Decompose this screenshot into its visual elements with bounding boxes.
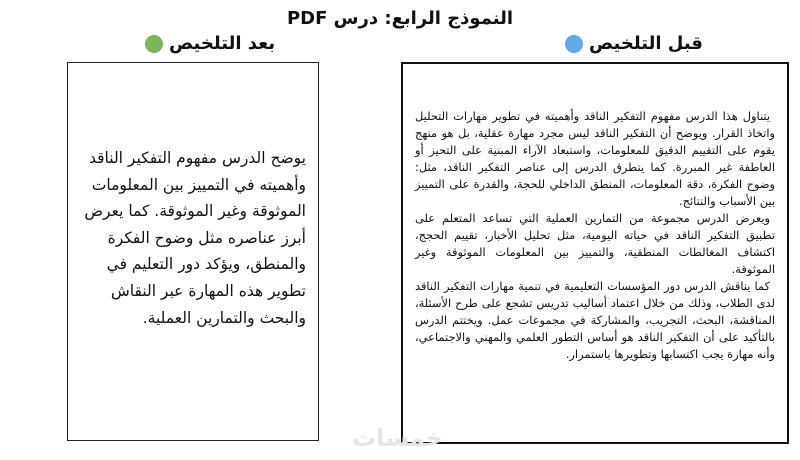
before-heading-label: قبل التلخيص (589, 33, 703, 54)
page-title: النموذج الرابع: درس PDF (286, 8, 514, 29)
summary-paragraph: يوضح الدرس مفهوم التفكير الناقد وأهميته في التمييز بين المعلومات الموثوقة وغير الموثوقة. كما يعرض أبرز عناصره مثل وضوح الفكرة والمنطق، ويؤكد دور التعليم في تطوير هذه المهارة عبر النقاش والبحث والتمارين العملية. (84, 149, 306, 327)
green-dot-icon (145, 35, 163, 53)
original-paragraph: كما يناقش الدرس دور المؤسسات التعليمية في تنمية مهارات التفكير الناقد لدى الطلاب، وذلك من خلال اعتماد أساليب تدريس تشجع على طرح الأسئلة، المناقشة، البحث، التجريب، والمشاركة في مجموعات عمل. ويختتم الدرس بالتأكيد على أن التفكير الناقد هو أساس التطور العلمي والمهني والاجتماعي، وأنه مهارة يجب اكتسابها وتطويرها باستمرار. (415, 279, 775, 361)
original-paragraph: ويعرض الدرس مجموعة من التمارين العملية التي تساعد المتعلم على تطبيق التفكير الناقد في حياته اليومية، مثل تحليل الأخبار، تقييم الحجج، اكتشاف المغالطات المنطقية، والتمييز بين المعلومات الموثوقة وغير الموثوقة. (415, 211, 775, 276)
after-heading-label: بعد التلخيص (169, 33, 276, 54)
after-summary-heading (145, 33, 275, 54)
before-summary-heading (565, 33, 703, 54)
original-text-box (401, 62, 789, 444)
blue-dot-icon (565, 35, 583, 53)
original-paragraph: يتناول هذا الدرس مفهوم التفكير الناقد وأهميته في تطوير مهارات التحليل واتخاذ القرار. ويوضح أن التفكير الناقد ليس مجرد مهارة عقلية، بل هو منهج يقوم على التقييم الدقيق للمعلومات، واستبعاد الآراء المبنية على التحيز أو العاطفة غير المبررة. كما يتطرق الدرس إلى عناصر التفكير الناقد، مثل: وضوح الفكرة، دقة المعلومات، المنطق الداخلي للحجة، والقدرة على التمييز بين الأسباب والنتائج. (415, 109, 775, 208)
watermark-logo: خمسات (352, 424, 443, 452)
summary-text-box (67, 62, 319, 441)
